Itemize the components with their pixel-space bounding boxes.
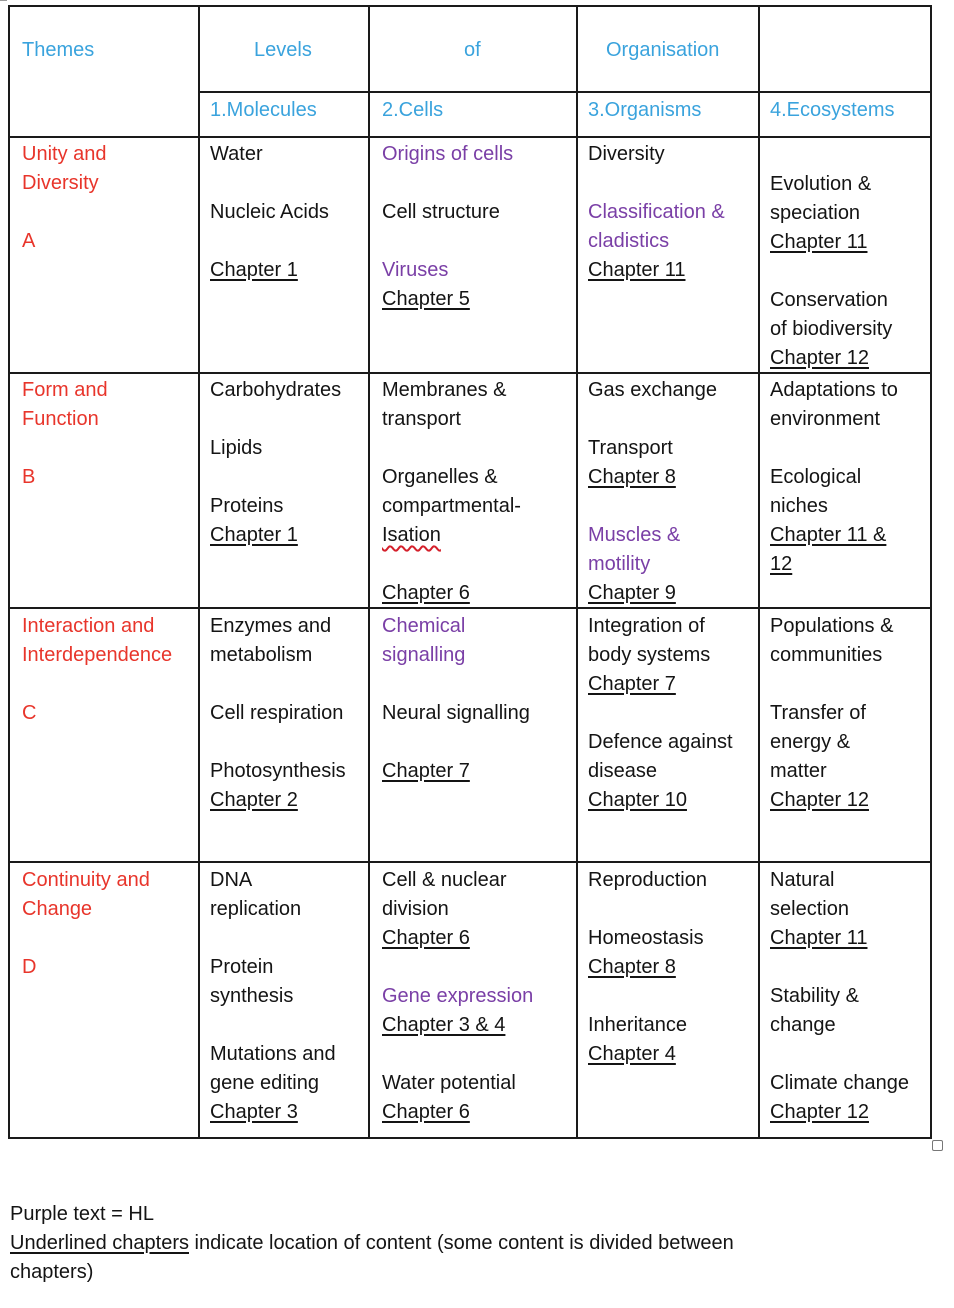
topic-misspelled: Isation (382, 524, 441, 546)
theme-line: Unity and (22, 143, 107, 165)
topic: Integration of (588, 615, 705, 637)
topic: niches (770, 495, 828, 517)
topic: synthesis (210, 985, 294, 1007)
topic: speciation (770, 202, 861, 224)
level-ecosystems: 4.Ecosystems (770, 99, 895, 121)
topic: environment (770, 408, 881, 430)
topic: Diversity (588, 143, 665, 165)
chapter-link[interactable]: Chapter 7 (588, 673, 676, 695)
row-divider (8, 861, 932, 863)
topic: Cell respiration (210, 702, 344, 724)
column-divider (758, 5, 760, 1139)
level-cells: 2.Cells (382, 99, 444, 121)
chapter-link[interactable]: Chapter 7 (382, 760, 470, 782)
chapter-link[interactable]: Chapter 11 & (770, 524, 887, 546)
topic: Proteins (210, 495, 284, 517)
topic: matter (770, 760, 827, 782)
topic: disease (588, 760, 657, 782)
topic-hl: Muscles & (588, 524, 681, 546)
chapter-link[interactable]: Chapter 11 (588, 259, 686, 281)
topic: Defence against (588, 731, 733, 753)
theme-line: Form and (22, 379, 108, 401)
chapter-link[interactable]: 12 (770, 553, 793, 575)
cell-a-ecosystems (770, 170, 892, 373)
topic: replication (210, 898, 302, 920)
topic: Natural (770, 869, 835, 891)
cell-b-molecules (210, 376, 341, 550)
topic: Lipids (210, 437, 263, 459)
topic: communities (770, 644, 883, 666)
topic: Climate change (770, 1072, 909, 1094)
level-organisms: 3.Organisms (588, 99, 702, 121)
cell-b-organisms (588, 376, 717, 608)
theme-line: Interdependence (22, 644, 173, 666)
topic: Mutations and (210, 1043, 336, 1065)
topic: Evolution & (770, 173, 872, 195)
topic: Conservation (770, 289, 888, 311)
chapter-link[interactable]: Chapter 4 (588, 1043, 676, 1065)
topic: Transport (588, 437, 673, 459)
chapter-link[interactable]: Chapter 6 (382, 582, 470, 604)
topic: Inheritance (588, 1014, 687, 1036)
topic: Gas exchange (588, 379, 717, 401)
theme-line: Continuity and (22, 869, 150, 891)
chapter-link[interactable]: Chapter 3 (210, 1101, 298, 1123)
topic: compartmental- (382, 495, 521, 517)
column-divider (576, 5, 578, 1139)
header-themes: Themes (22, 39, 95, 61)
topic: Membranes & (382, 379, 507, 401)
chapter-link[interactable]: Chapter 8 (588, 956, 676, 978)
topic: Water (210, 143, 263, 165)
chapter-link[interactable]: Chapter 9 (588, 582, 676, 604)
cell-c-molecules (210, 612, 346, 815)
theme-interaction-interdependence (22, 612, 172, 728)
corner-mark (0, 0, 7, 1)
topic: Carbohydrates (210, 379, 342, 401)
table-border-bottom (8, 1137, 932, 1139)
table-border-left (8, 5, 10, 1139)
cell-d-ecosystems (770, 866, 909, 1127)
theme-unity-diversity (22, 140, 107, 256)
theme-letter: A (22, 230, 36, 252)
topic: Enzymes and (210, 615, 332, 637)
topic-hl: Viruses (382, 259, 449, 281)
chapter-link[interactable]: Chapter 11 (770, 927, 868, 949)
chapter-link[interactable]: Chapter 6 (382, 1101, 470, 1123)
topic-hl: Gene expression (382, 985, 534, 1007)
chapter-link[interactable]: Chapter 1 (210, 524, 298, 546)
legend-underlined-text-cont: chapters) (10, 1261, 94, 1283)
theme-continuity-change (22, 866, 150, 982)
table-resize-handle[interactable] (932, 1140, 943, 1151)
theme-line: Function (22, 408, 99, 430)
topic: metabolism (210, 644, 313, 666)
topic: gene editing (210, 1072, 319, 1094)
cell-b-cells (382, 376, 521, 608)
chapter-link[interactable]: Chapter 11 (770, 231, 868, 253)
chapter-link[interactable]: Chapter 12 (770, 347, 869, 369)
cell-a-organisms (588, 140, 725, 285)
topic: DNA (210, 869, 253, 891)
column-divider (198, 5, 200, 1139)
theme-letter: B (22, 466, 36, 488)
topic-hl: cladistics (588, 230, 670, 252)
cell-b-ecosystems (770, 376, 898, 579)
topic: Ecological (770, 466, 862, 488)
theme-line: Interaction and (22, 615, 155, 637)
header-organisation: Organisation (606, 39, 720, 61)
cell-c-cells (382, 612, 530, 786)
theme-letter: D (22, 956, 37, 978)
topic: Reproduction (588, 869, 707, 891)
topic: Adaptations to (770, 379, 898, 401)
topic: Neural signalling (382, 702, 530, 724)
topic: Stability & (770, 985, 859, 1007)
levels-of-organisation-table (8, 5, 932, 1139)
topic-hl: Classification & (588, 201, 725, 223)
topic-hl: Chemical (382, 615, 466, 637)
cell-a-cells (382, 140, 513, 314)
topic: Protein (210, 956, 274, 978)
legend-purple-hl: Purple text = HL (10, 1203, 154, 1225)
theme-letter: C (22, 702, 37, 724)
topic: Transfer of (770, 702, 866, 724)
legend-underlined-text: indicate location of content (some content is divided between (189, 1232, 734, 1254)
legend-underlined (10, 1229, 734, 1258)
chapter-link[interactable]: Chapter 3 & 4 (382, 1014, 506, 1036)
cell-c-organisms (588, 612, 733, 815)
topic: Cell structure (382, 201, 500, 223)
topic: transport (382, 408, 461, 430)
column-divider (368, 5, 370, 1139)
header-levels: Levels (254, 39, 312, 61)
theme-form-function (22, 376, 108, 492)
legend-underlined-label: Underlined chapters (10, 1232, 189, 1254)
topic: of biodiversity (770, 318, 893, 340)
topic: change (770, 1014, 836, 1036)
chapter-link[interactable]: Chapter 5 (382, 288, 470, 310)
topic: energy & (770, 731, 851, 753)
topic: Cell & nuclear (382, 869, 507, 891)
topic: Water potential (382, 1072, 516, 1094)
row-divider (198, 91, 932, 93)
chapter-link[interactable]: Chapter 12 (770, 1101, 869, 1123)
chapter-link[interactable]: Chapter 12 (770, 789, 869, 811)
topic-hl: motility (588, 553, 651, 575)
level-molecules: 1.Molecules (210, 99, 317, 121)
theme-line: Diversity (22, 172, 99, 194)
table-border-right (930, 5, 932, 1139)
topic-hl: Origins of cells (382, 143, 514, 165)
topic: body systems (588, 644, 711, 666)
topic: Nucleic Acids (210, 201, 329, 223)
chapter-link[interactable]: Chapter 1 (210, 259, 298, 281)
chapter-link[interactable]: Chapter 6 (382, 927, 470, 949)
cell-d-organisms (588, 866, 707, 1069)
header-of: of (464, 39, 481, 61)
table-border-top (8, 5, 932, 7)
topic: Photosynthesis (210, 760, 346, 782)
topic: Organelles & (382, 466, 498, 488)
topic-hl: signalling (382, 644, 466, 666)
topic: selection (770, 898, 849, 920)
cell-d-molecules (210, 866, 336, 1127)
topic: Homeostasis (588, 927, 704, 949)
cell-d-cells (382, 866, 533, 1127)
chapter-link[interactable]: Chapter 8 (588, 466, 676, 488)
cell-c-ecosystems (770, 612, 893, 815)
theme-line: Change (22, 898, 93, 920)
topic: division (382, 898, 449, 920)
topic: Populations & (770, 615, 894, 637)
row-divider (8, 136, 932, 138)
cell-a-molecules (210, 140, 329, 285)
chapter-link[interactable]: Chapter 10 (588, 789, 687, 811)
legend-notes (10, 1200, 734, 1287)
chapter-link[interactable]: Chapter 2 (210, 789, 298, 811)
